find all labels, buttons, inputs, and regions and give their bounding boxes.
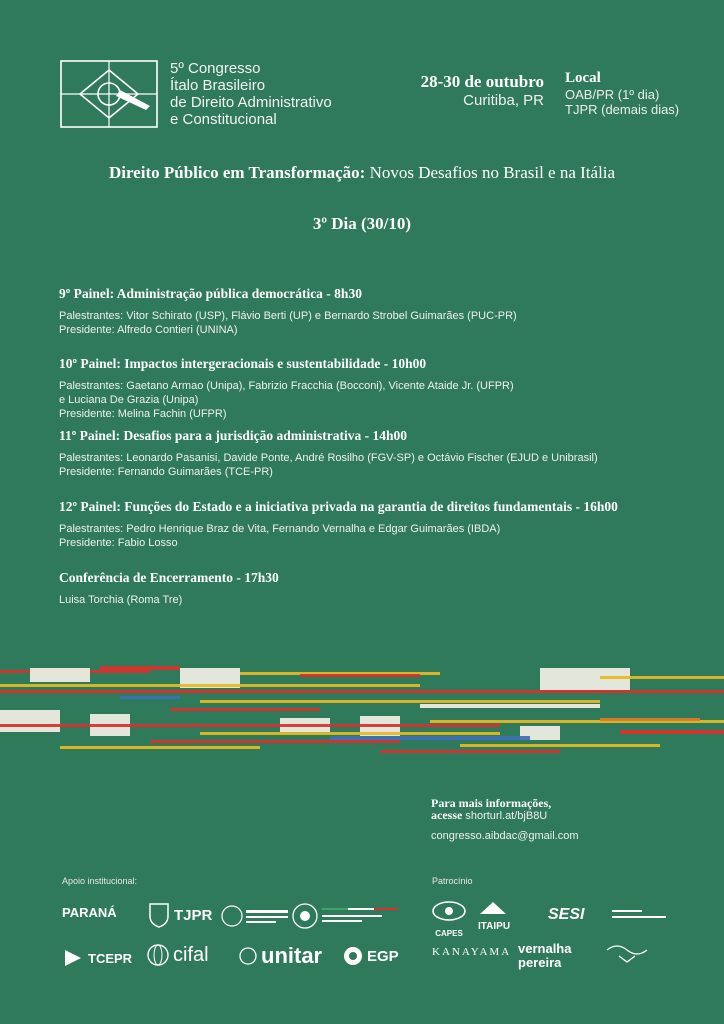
- congress-line: Ítalo Brasileiro: [170, 77, 266, 94]
- panel-line: Luisa Torchia (Roma Tre): [59, 594, 183, 606]
- event-date: [388, 72, 544, 109]
- stripe: [330, 736, 530, 740]
- stripe: [170, 708, 320, 711]
- stripe: [100, 666, 180, 670]
- tjpr-logo: TJPR: [148, 902, 212, 928]
- stripe: [0, 710, 60, 732]
- panel-9: [59, 286, 679, 337]
- capes-label: CAPES: [435, 929, 463, 938]
- panel-line: Presidente: Alfredo Contieri (UNINA): [59, 324, 238, 336]
- venue: [565, 70, 679, 117]
- theme-bold: Direito Público em Transformação:: [108, 163, 366, 182]
- stripe: [0, 684, 420, 687]
- stripe: [120, 696, 180, 699]
- stripe: [30, 668, 90, 682]
- tjpr-emblem-icon: [148, 902, 170, 928]
- closing-conference: [59, 570, 679, 607]
- itaipu-logo: [478, 900, 510, 932]
- stripe: [0, 690, 724, 693]
- itaipu-label: ITAIPU: [478, 921, 511, 932]
- tcepr-arrow-icon: [62, 947, 84, 969]
- stripe: [300, 674, 420, 677]
- info-title-line: Para mais informações,: [431, 796, 552, 810]
- parana-logo: PARANÁ: [62, 905, 117, 920]
- stripe: [0, 724, 500, 727]
- stripe: [460, 744, 660, 747]
- panel-line: e Luciana De Grazia (Unipa): [59, 394, 199, 406]
- kanayama-logo: KANAYAMA: [432, 946, 512, 958]
- panel-line: Presidente: Fernando Guimarães (TCE-PR): [59, 466, 273, 478]
- panel-title: 11º Painel: Desafios para a jurisdição administrativa - 14h00: [59, 428, 407, 443]
- more-info: [431, 797, 579, 842]
- capes-logo: [430, 900, 468, 938]
- venue-line: TJPR (demais dias): [565, 102, 680, 117]
- panel-title: 9º Painel: Administração pública democrática - 8h30: [59, 286, 362, 301]
- stripe: [380, 750, 560, 753]
- decorative-stripes: [0, 660, 724, 760]
- congress-line: e Constitucional: [170, 111, 277, 128]
- venue-line: OAB/PR (1º dia): [565, 87, 660, 102]
- info-link[interactable]: shorturl.at/bjB8U: [465, 810, 548, 822]
- egp-logo: EGP: [342, 945, 399, 967]
- stripe: [60, 746, 260, 749]
- losso-logo: [612, 908, 668, 927]
- panel-12: [59, 499, 679, 550]
- stripe: [200, 732, 500, 735]
- panel-line: Palestrantes: Pedro Henrique Braz de Vita, Fernando Vernalha e Edgar Guimarães (IBDA): [59, 523, 501, 535]
- unitar-logo: unitar: [238, 943, 322, 969]
- republic-emblem-icon: [292, 902, 318, 935]
- stripe: [600, 676, 724, 679]
- italian-consulate-logo: [322, 908, 398, 931]
- panel-line: Palestrantes: Vitor Schirato (USP), Flávio Berti (UP) e Bernardo Strobel Guimarães (PUC-PR): [59, 310, 517, 322]
- un-globe-icon: [238, 946, 258, 966]
- sesi-logo: SESI: [548, 906, 585, 923]
- stripe: [600, 718, 700, 721]
- info-email[interactable]: congresso.aibdac@gmail.com: [431, 830, 579, 842]
- panel-line: Palestrantes: Leonardo Pasanisi, Davide Ponte, André Rosilho (FGV-SP) e Octávio Fischer (EJUD e Unibrasil): [59, 452, 598, 464]
- congress-line: de Direito Administrativo: [170, 94, 332, 111]
- info-title-line: acesse shorturl.at/bjB8U: [431, 808, 548, 822]
- university-seal-icon: [220, 904, 290, 933]
- congress-logo: [60, 60, 158, 128]
- panel-10: [59, 356, 679, 421]
- stripe: [150, 740, 400, 743]
- stripe: [620, 730, 724, 734]
- panel-line: Presidente: Fabio Losso: [59, 537, 178, 549]
- egp-circle-icon: [342, 945, 364, 967]
- sponsorship-label: Patrocínio: [432, 876, 473, 886]
- theme-rest: Novos Desafios no Brasil e na Itália: [365, 163, 616, 182]
- panel-title: Conferência de Encerramento - 17h30: [59, 570, 279, 585]
- tcepr-logo: TCEPR: [62, 947, 132, 969]
- cifal-logo: cifal: [146, 943, 209, 967]
- day-title: 3º Dia (30/10): [312, 214, 412, 233]
- panel-title: 12º Painel: Funções do Estado e a iniciativa privada na garantia de direitos fundamentais - 16h00: [59, 499, 618, 514]
- vernalha-pereira-logo: vernalha pereira: [518, 941, 572, 970]
- institutional-support-label: Apoio institucional:: [62, 876, 138, 886]
- wave-logo: [605, 942, 651, 971]
- venue-title: Local: [565, 70, 601, 86]
- congress-name: [170, 60, 332, 128]
- event-theme: [0, 163, 724, 183]
- stripe: [200, 700, 600, 703]
- globe-icon: [146, 943, 170, 967]
- panel-11: [59, 428, 679, 479]
- congress-line: 5º Congresso: [170, 60, 261, 77]
- panel-line: Palestrantes: Gaetano Armao (Unipa), Fabrizio Fracchia (Bocconi), Vicente Ataide Jr. (UFPR): [59, 380, 514, 392]
- panel-title: 10º Painel: Impactos intergeracionais e sustentabilidade - 10h00: [59, 356, 427, 371]
- panel-line: Presidente: Melina Fachin (UFPR): [59, 408, 227, 420]
- stripe: [420, 704, 600, 708]
- city: Curitiba, PR: [463, 92, 544, 109]
- date-range: 28-30 de outubro: [420, 72, 544, 91]
